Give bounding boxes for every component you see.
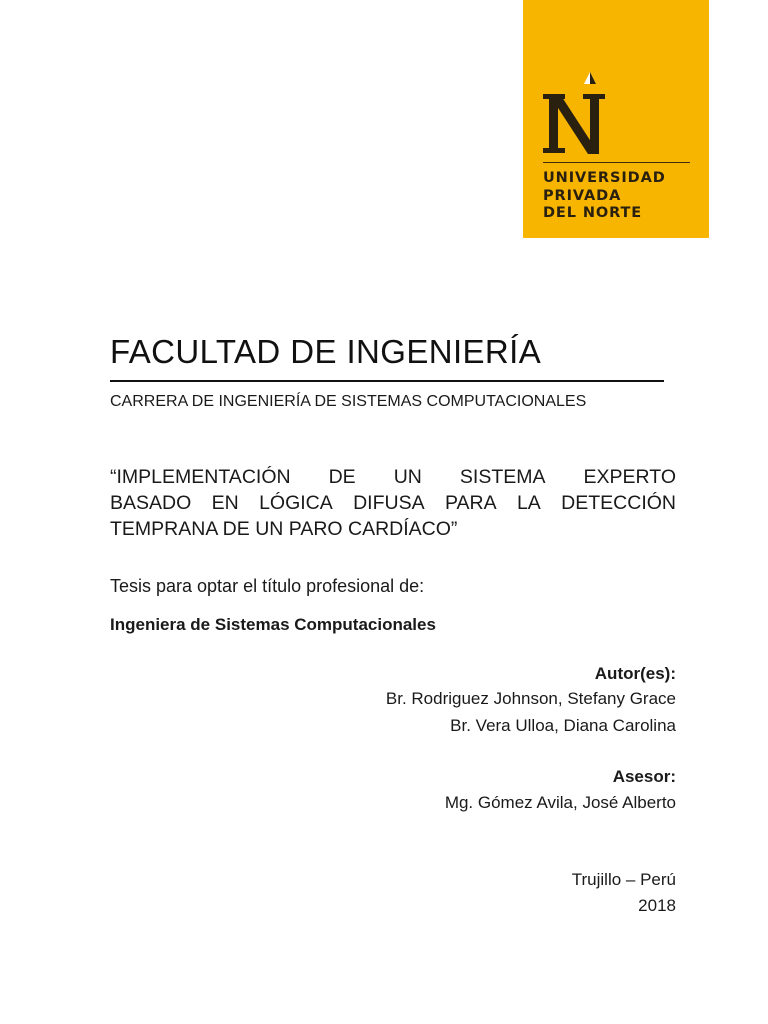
title-word: “IMPLEMENTACIÓN	[110, 466, 291, 488]
degree-intro: Tesis para optar el título profesional de:	[110, 576, 425, 596]
author-1: Br. Rodriguez Johnson, Stefany Grace	[385, 689, 676, 708]
title-word: PARA	[444, 492, 497, 514]
title-word: LA	[516, 492, 541, 514]
career-name: CARRERA DE INGENIERÍA DE SISTEMAS COMPUTACIONALES	[110, 393, 587, 410]
thesis-title-line-3: TEMPRANA DE UN PARO CARDÍACO”	[110, 518, 458, 540]
author-2: Br. Vera Ulloa, Diana Carolina	[450, 716, 676, 735]
authors-label: Autor(es):	[594, 664, 676, 683]
faculty-heading: FACULTAD DE INGENIERÍA	[110, 333, 542, 370]
title-word: UN	[393, 466, 422, 488]
university-name-line-3: DEL NORTE	[543, 205, 643, 221]
thesis-title-line-1	[110, 464, 676, 490]
title-word: EXPERTO	[583, 466, 676, 488]
n-emblem-icon	[543, 70, 613, 160]
title-word: DIFUSA	[353, 492, 425, 514]
title-word: DE	[328, 466, 356, 488]
title-word: EN	[211, 492, 239, 514]
place: Trujillo – Perú	[571, 870, 676, 889]
advisor-name: Mg. Gómez Avila, José Alberto	[444, 793, 676, 812]
university-name	[543, 170, 666, 223]
university-name-line-1: UNIVERSIDAD	[543, 170, 666, 186]
year: 2018	[638, 896, 676, 915]
degree-title: Ingeniera de Sistemas Computacionales	[110, 615, 436, 634]
title-word: LÓGICA	[259, 492, 333, 514]
title-word: DETECCIÓN	[561, 492, 676, 514]
title-word: SISTEMA	[459, 466, 546, 488]
thesis-title-line-2	[110, 490, 676, 516]
title-word: BASADO	[110, 492, 192, 514]
logo-divider	[543, 162, 690, 163]
faculty-divider	[110, 380, 664, 382]
university-logo	[523, 0, 709, 238]
thesis-title	[110, 464, 676, 542]
university-name-line-2: PRIVADA	[543, 187, 622, 204]
advisor-label: Asesor:	[612, 767, 676, 786]
